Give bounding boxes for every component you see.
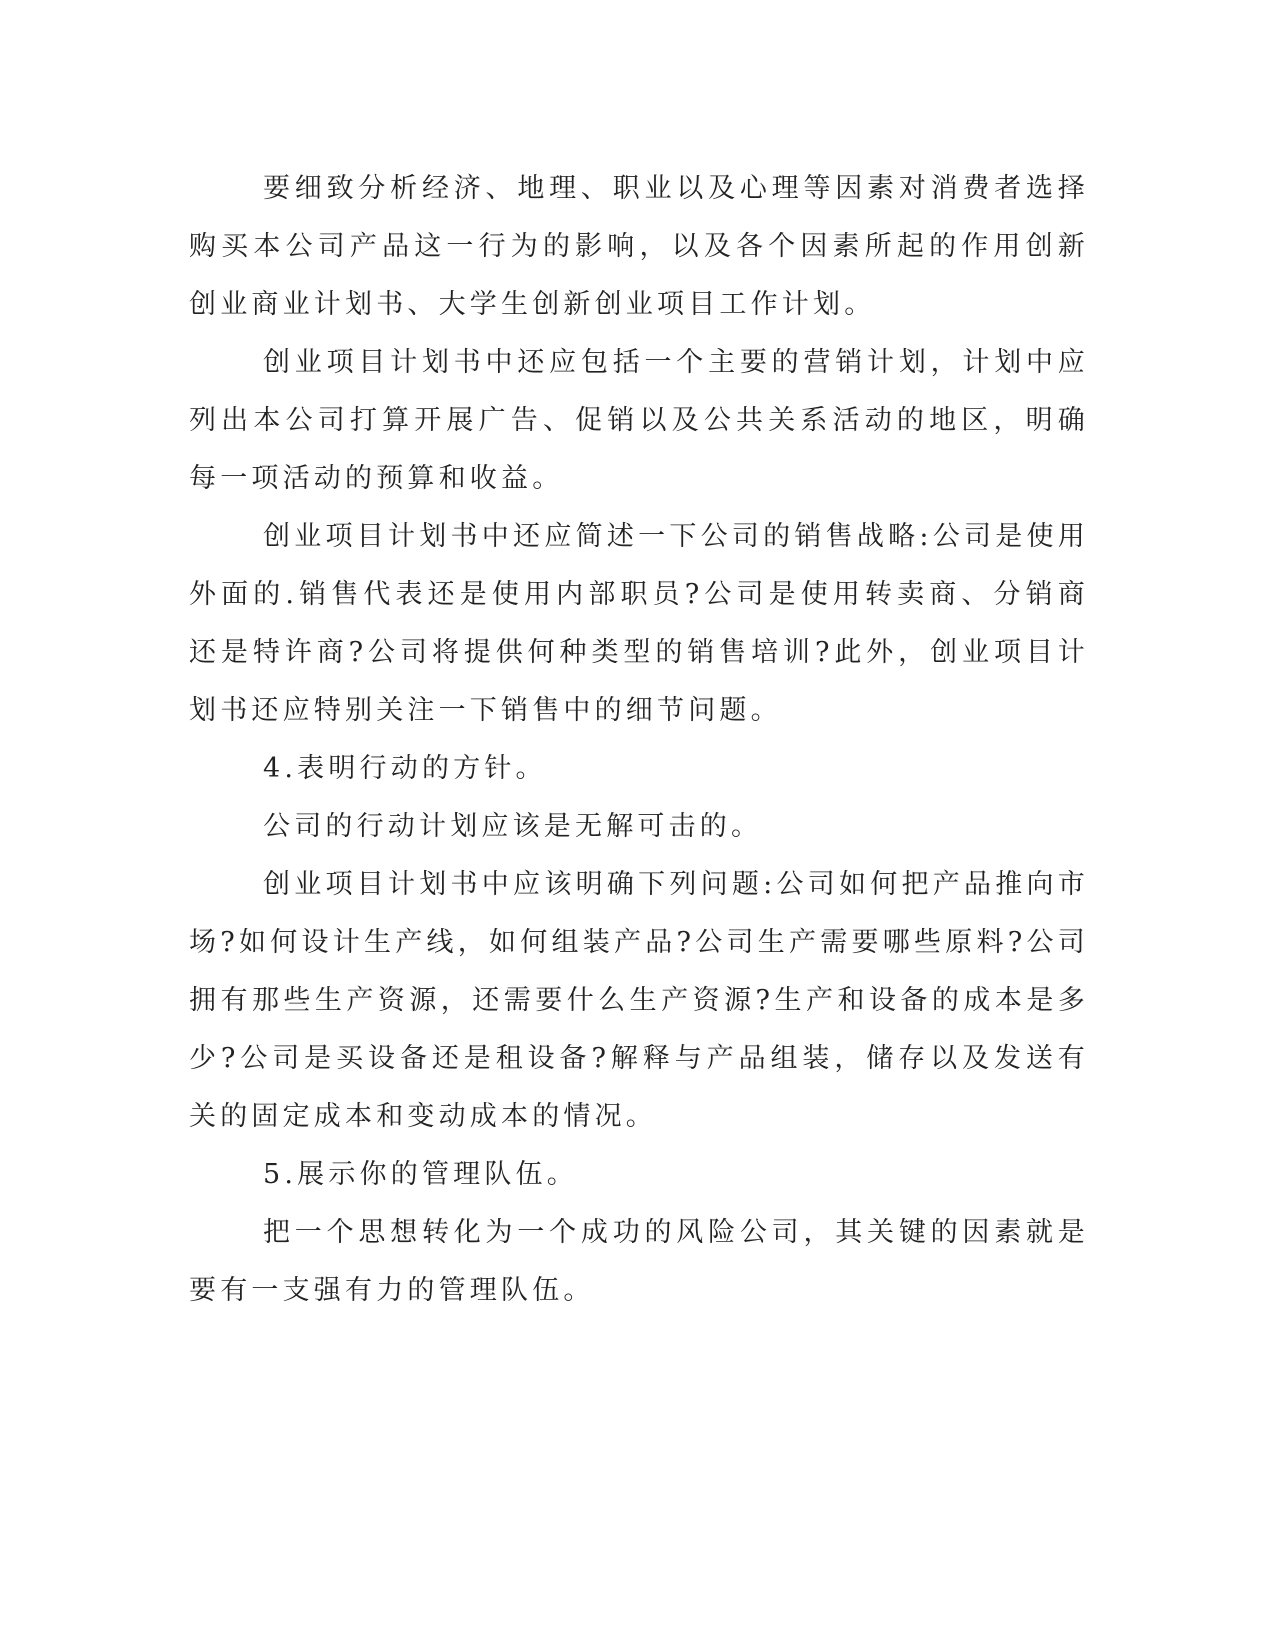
section-heading-action-policy: 4.表明行动的方针。 bbox=[263, 753, 547, 784]
paragraph-consumer-analysis: 要细致分析经济、地理、职业以及心理等因素对消费者选择购买本公司产品这一行为的影响，以及各个因素所起的作用创新创业商业计划书、大学生创新创业项目工作计划。 bbox=[189, 173, 1089, 320]
paragraph-sales-strategy: 创业项目计划书中还应简述一下公司的销售战略:公司是使用外面的.销售代表还是使用内部职员?公司是使用转卖商、分销商还是特许商?公司将提供何种类型的销售培训?此外，创业项目计划书还应特别关注一下销售中的细节问题。 bbox=[189, 521, 1089, 726]
document-body bbox=[189, 160, 1089, 1320]
section-heading-management-team: 5.展示你的管理队伍。 bbox=[263, 1159, 578, 1190]
paragraph-management-team: 把一个思想转化为一个成功的风险公司，其关键的因素就是要有一支强有力的管理队伍。 bbox=[189, 1217, 1089, 1306]
paragraph-action-plan: 公司的行动计划应该是无解可击的。 bbox=[263, 811, 763, 842]
paragraph-production-questions: 创业项目计划书中应该明确下列问题:公司如何把产品推向市场?如何设计生产线，如何组装产品?公司生产需要哪些原料?公司拥有那些生产资源，还需要什么生产资源?生产和设备的成本是多少?公司是买设备还是租设备?解释与产品组装，储存以及发送有关的固定成本和变动成本的情况。 bbox=[189, 869, 1089, 1132]
paragraph-marketing-plan: 创业项目计划书中还应包括一个主要的营销计划，计划中应列出本公司打算开展广告、促销以及公共关系活动的地区，明确每一项活动的预算和收益。 bbox=[189, 347, 1089, 494]
